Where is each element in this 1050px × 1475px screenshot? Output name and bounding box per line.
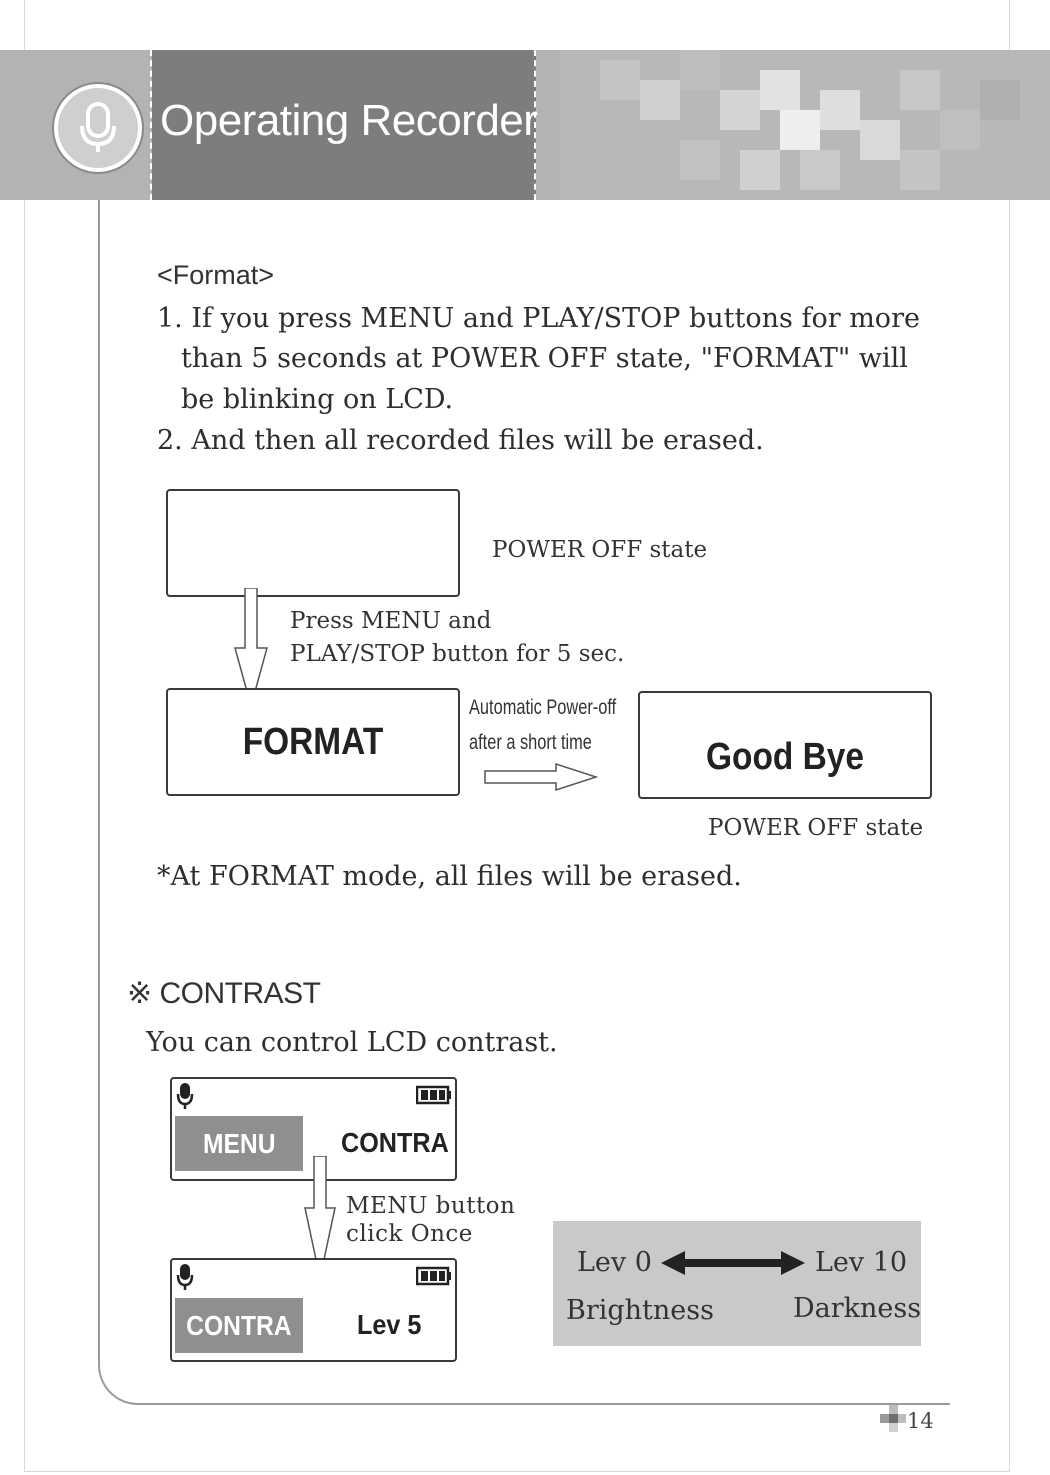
format-heading: <Format> (157, 260, 275, 290)
microphone-badge (54, 84, 142, 172)
header-divider (150, 50, 152, 200)
scale-low-meaning: Brightness (566, 1295, 714, 1326)
lcd-menu-label (175, 1116, 303, 1171)
battery-icon (416, 1085, 452, 1105)
footer-rule (140, 1403, 950, 1405)
microphone-icon (176, 1082, 194, 1110)
battery-icon (416, 1266, 452, 1286)
lcd-contra-label (175, 1298, 303, 1353)
header-band (0, 50, 1050, 200)
format-step-1-cont: be blinking on LCD. (181, 384, 454, 415)
lcd-power-off (166, 489, 460, 597)
lcd-contra-text: CONTRA (186, 1309, 292, 1341)
header-mosaic (560, 50, 1050, 200)
lcd-goodbye-text: Good Bye (706, 735, 864, 778)
power-off-label: POWER OFF state (708, 815, 924, 841)
scale-low-label: Lev 0 (577, 1247, 652, 1278)
format-note: *At FORMAT mode, all files will be erased. (157, 861, 742, 892)
format-step-1: 1. If you press MENU and PLAY/STOP buttons for more (157, 303, 920, 334)
press-instruction: PLAY/STOP button for 5 sec. (290, 641, 625, 667)
lcd-contra-text: CONTRA (341, 1127, 449, 1158)
page-title: Operating Recorder (160, 96, 538, 145)
auto-poweroff-label: after a short time (469, 731, 592, 754)
press-instruction: Press MENU and (290, 608, 492, 634)
microphone-icon (58, 88, 138, 168)
contrast-heading: ※ CONTRAST (127, 977, 321, 1010)
format-step-2: 2. And then all recorded files will be erased. (157, 425, 764, 456)
right-arrow-icon (484, 762, 598, 792)
lcd-format-text: FORMAT (242, 720, 384, 763)
lcd-menu-text: MENU (202, 1127, 276, 1159)
microphone-icon (176, 1263, 194, 1291)
lcd-contra-level (170, 1258, 457, 1362)
lcd-level-text: Lev 5 (357, 1309, 422, 1340)
content-frame (98, 200, 158, 1405)
lcd-goodbye (638, 691, 932, 799)
page-marker-icon (880, 1405, 906, 1439)
lcd-format (166, 688, 460, 796)
click-instruction: click Once (346, 1221, 473, 1247)
contrast-scale-panel (553, 1221, 921, 1346)
scale-high-label: Lev 10 (815, 1247, 908, 1278)
page-number: 14 (907, 1409, 934, 1433)
scale-high-meaning: Darkness (793, 1293, 922, 1324)
double-arrow-icon (661, 1249, 805, 1277)
format-step-1-cont: than 5 seconds at POWER OFF state, "FORMAT" will (181, 343, 908, 374)
contrast-description: You can control LCD contrast. (146, 1027, 558, 1058)
auto-poweroff-label: Automatic Power-off (469, 696, 617, 719)
power-off-label: POWER OFF state (492, 537, 708, 563)
click-instruction: MENU button (346, 1193, 516, 1219)
